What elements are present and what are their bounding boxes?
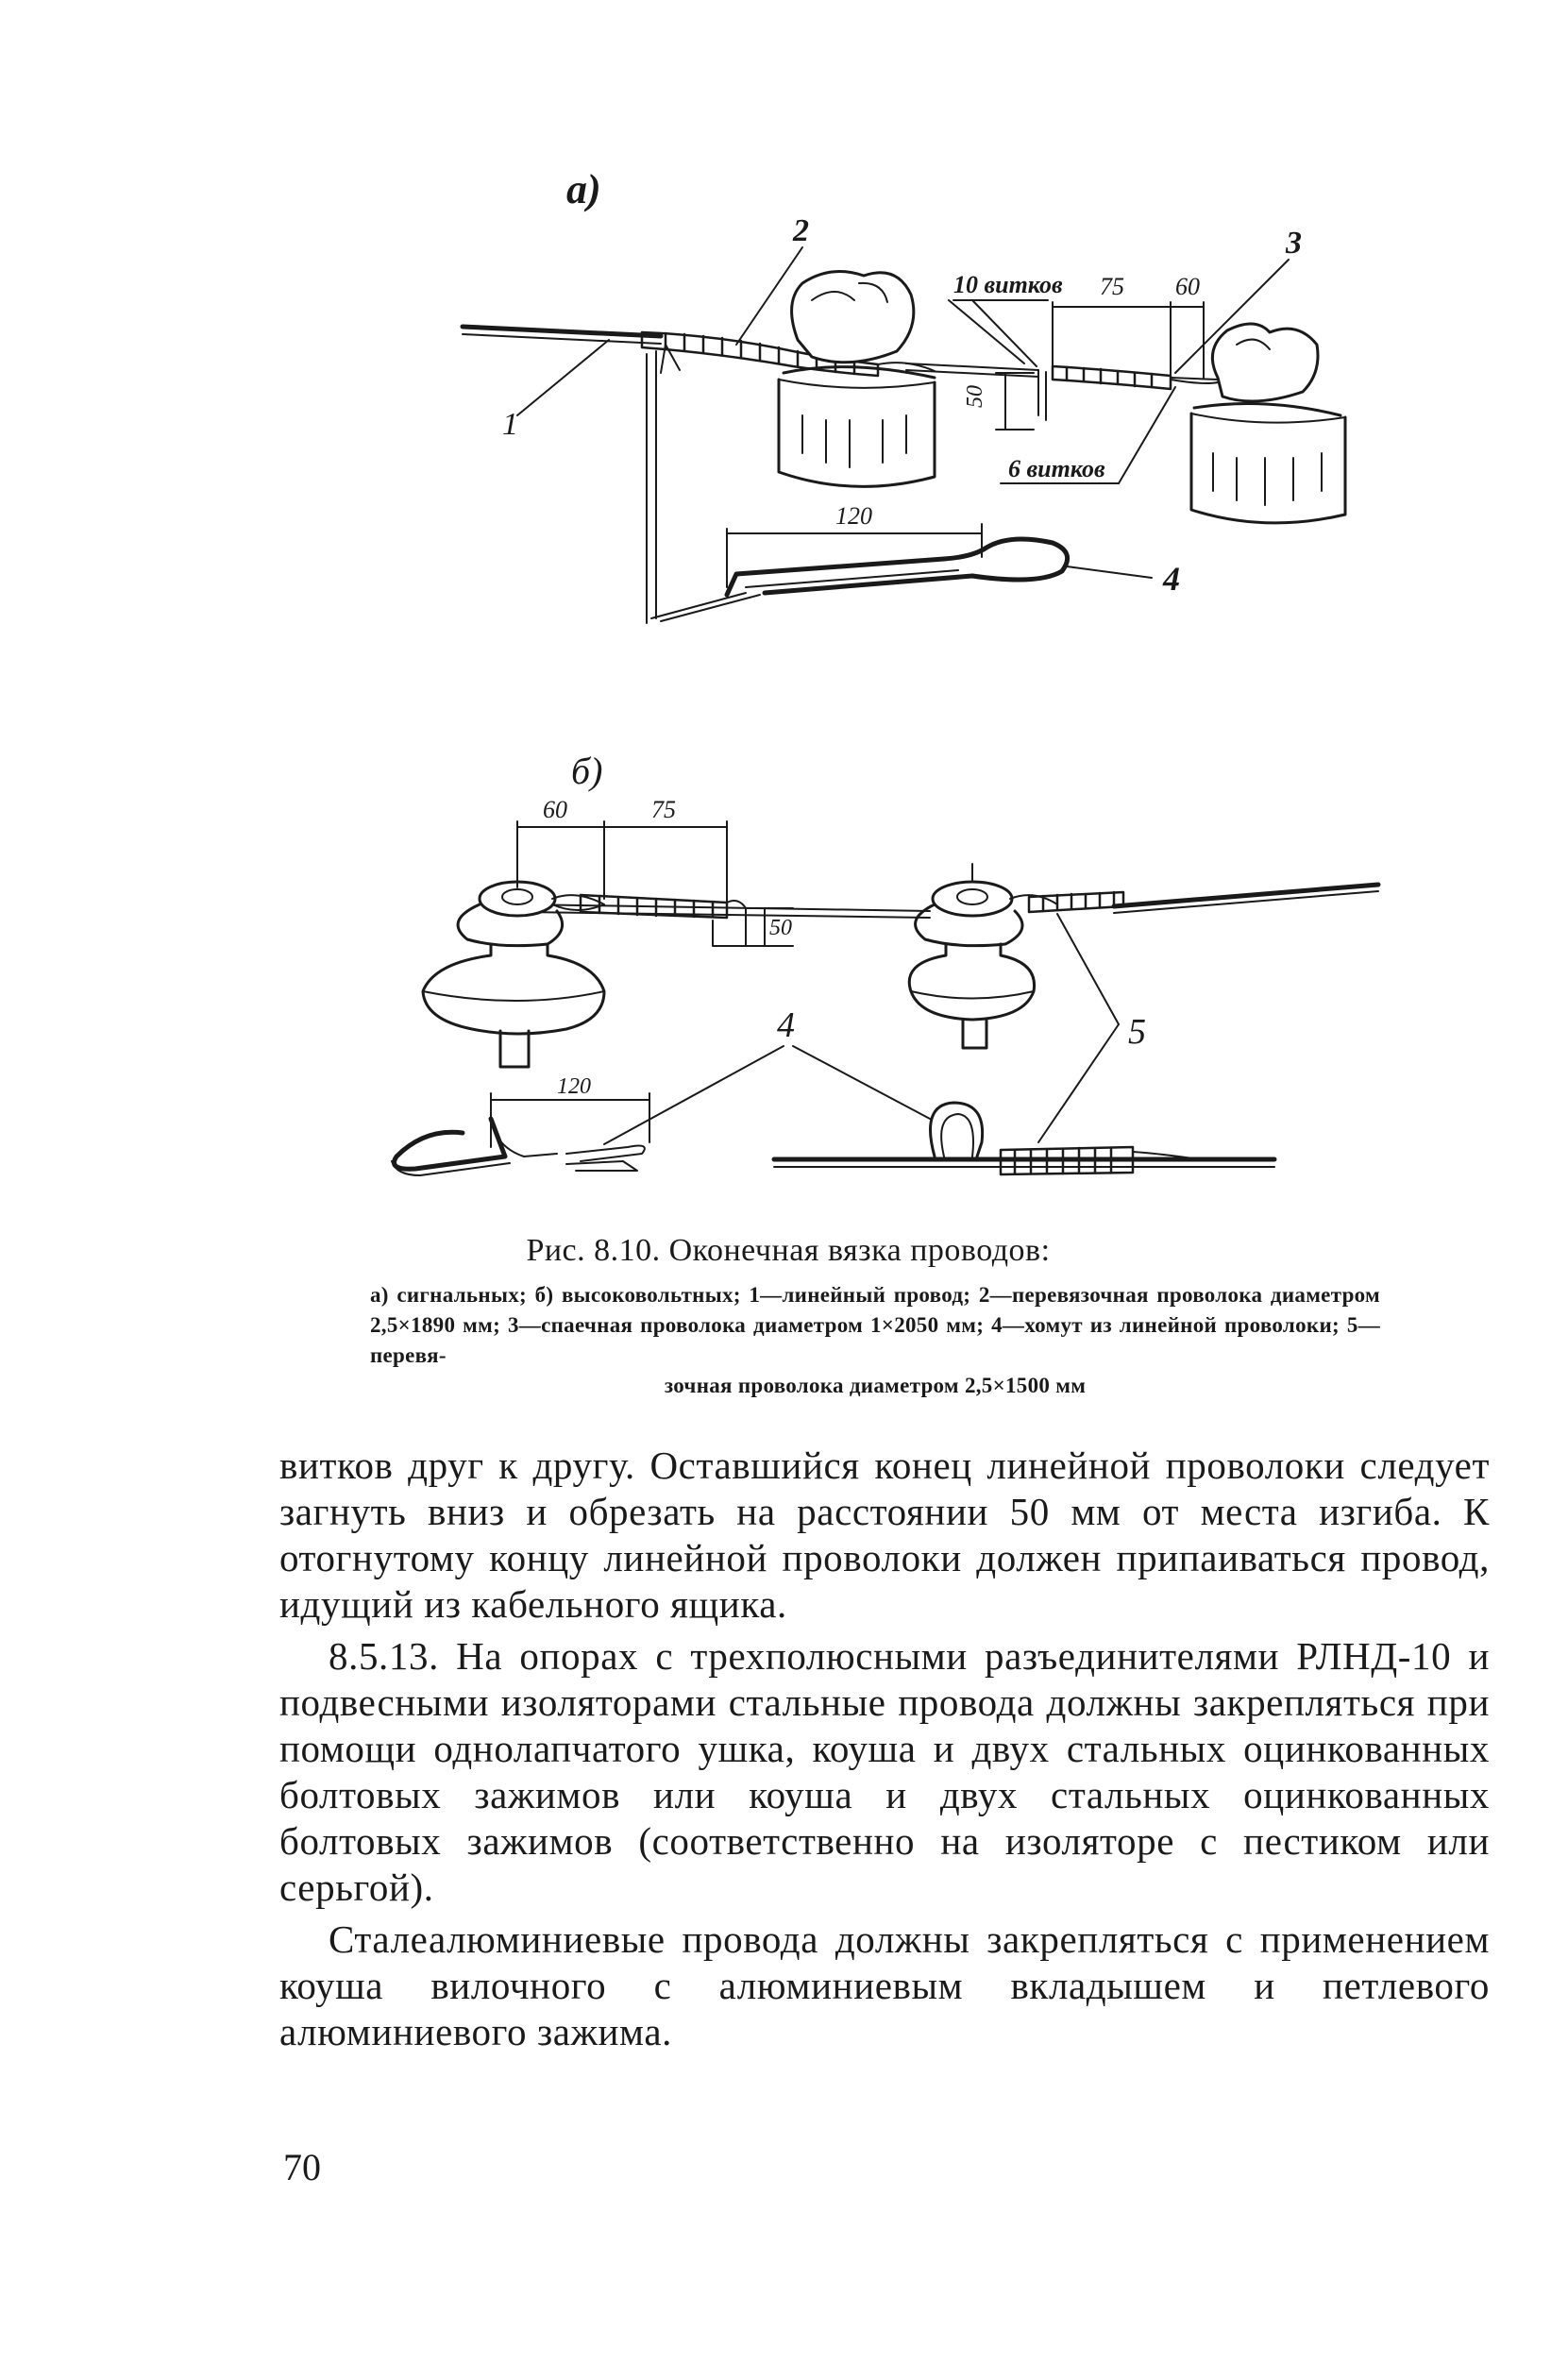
svg-text:4: 4	[777, 1005, 795, 1045]
svg-text:75: 75	[1100, 273, 1124, 300]
svg-text:5: 5	[1128, 1012, 1146, 1052]
svg-text:50: 50	[963, 385, 987, 408]
svg-text:120: 120	[835, 502, 872, 530]
fig-a-dim-75-60	[1053, 273, 1204, 378]
fig-a-label: а)	[566, 166, 601, 212]
fig-a-dim-50	[963, 373, 1034, 430]
fig-a-label-6-turns	[1001, 387, 1175, 483]
svg-text:60: 60	[543, 796, 567, 823]
fig-b-left-coil	[552, 895, 746, 946]
fig-b-label: б)	[571, 750, 603, 792]
svg-text:50: 50	[769, 916, 792, 940]
caption-legend-text: а) сигнальных; б) высоковольтных; 1—линейный провод; 2—перевязочная проволока диаметром 2,5×1890 мм; 3—спаечная проволока диаметром 1×2050 мм; 4—хомут из линейной проволоки; 5—перевя-	[370, 1283, 1380, 1367]
figure-caption-title: Рис. 8.10. Оконечная вязка проводов:	[526, 1233, 1051, 1268]
fig-a-right-coil	[1038, 366, 1171, 420]
fig-a-left-insulator	[779, 272, 935, 487]
fig-b-clamp-loose	[392, 1074, 649, 1175]
svg-text:60: 60	[1175, 273, 1200, 300]
svg-text:1: 1	[502, 407, 518, 442]
svg-text:3: 3	[1286, 226, 1302, 261]
paragraph-steel-aluminium: Сталеалюминиевые провода должны закрепляться с применением коуша вилочного с алюминиевым вкладышем и петлевого алюминиевого зажима.	[279, 1917, 1490, 2053]
page-number: 70	[283, 2146, 321, 2188]
fig-b-callout-4	[604, 1005, 930, 1144]
svg-text:75: 75	[651, 796, 676, 823]
fig-b-right-insulator	[909, 864, 1034, 1048]
fig-a-right-insulator	[1171, 324, 1345, 523]
svg-text:120: 120	[557, 1074, 591, 1099]
fig-b-callout-5	[1038, 914, 1146, 1142]
fig-b-dims	[517, 796, 793, 946]
fig-a-clamp	[727, 502, 1180, 598]
caption-legend-last-line: зочная проволока диаметром 2,5×1500 мм	[664, 1374, 1087, 1397]
figure-caption-legend	[370, 1280, 1380, 1401]
svg-text:10 витков: 10 витков	[953, 271, 1063, 298]
fig-a-label-10-turns	[949, 271, 1063, 366]
body-text	[279, 1443, 1490, 2055]
svg-text:6 витков: 6 витков	[1008, 455, 1105, 482]
paragraph-continuation: витков друг к другу. Оставшийся конец линейной проволоки следует загнуть вниз и обрезать на расстоянии 50 мм от места изгиба. К отогнутому концу линейной проволоки должен припаиваться провод, идущий из кабельного ящика.	[279, 1444, 1490, 1626]
fig-b-right-coil	[1010, 892, 1123, 912]
paragraph-8-5-13: 8.5.13. На опорах с трехполюсными разъединителями РЛНД-10 и подвесными изоляторами стальные провода должны закрепляться при помощи однолапчатого ушка, коуша и двух стальных оцинкованных болтовых зажимов или коуша и двух стальных оцинкованных болтовых зажимов (соответственно на изоляторе с пестиком или серьгой).	[279, 1634, 1490, 1909]
fig-b-clamp-assembled	[774, 1103, 1274, 1174]
svg-text:4: 4	[1163, 560, 1180, 598]
svg-text:2: 2	[793, 213, 809, 248]
fig-a-guide-lines	[647, 345, 760, 623]
